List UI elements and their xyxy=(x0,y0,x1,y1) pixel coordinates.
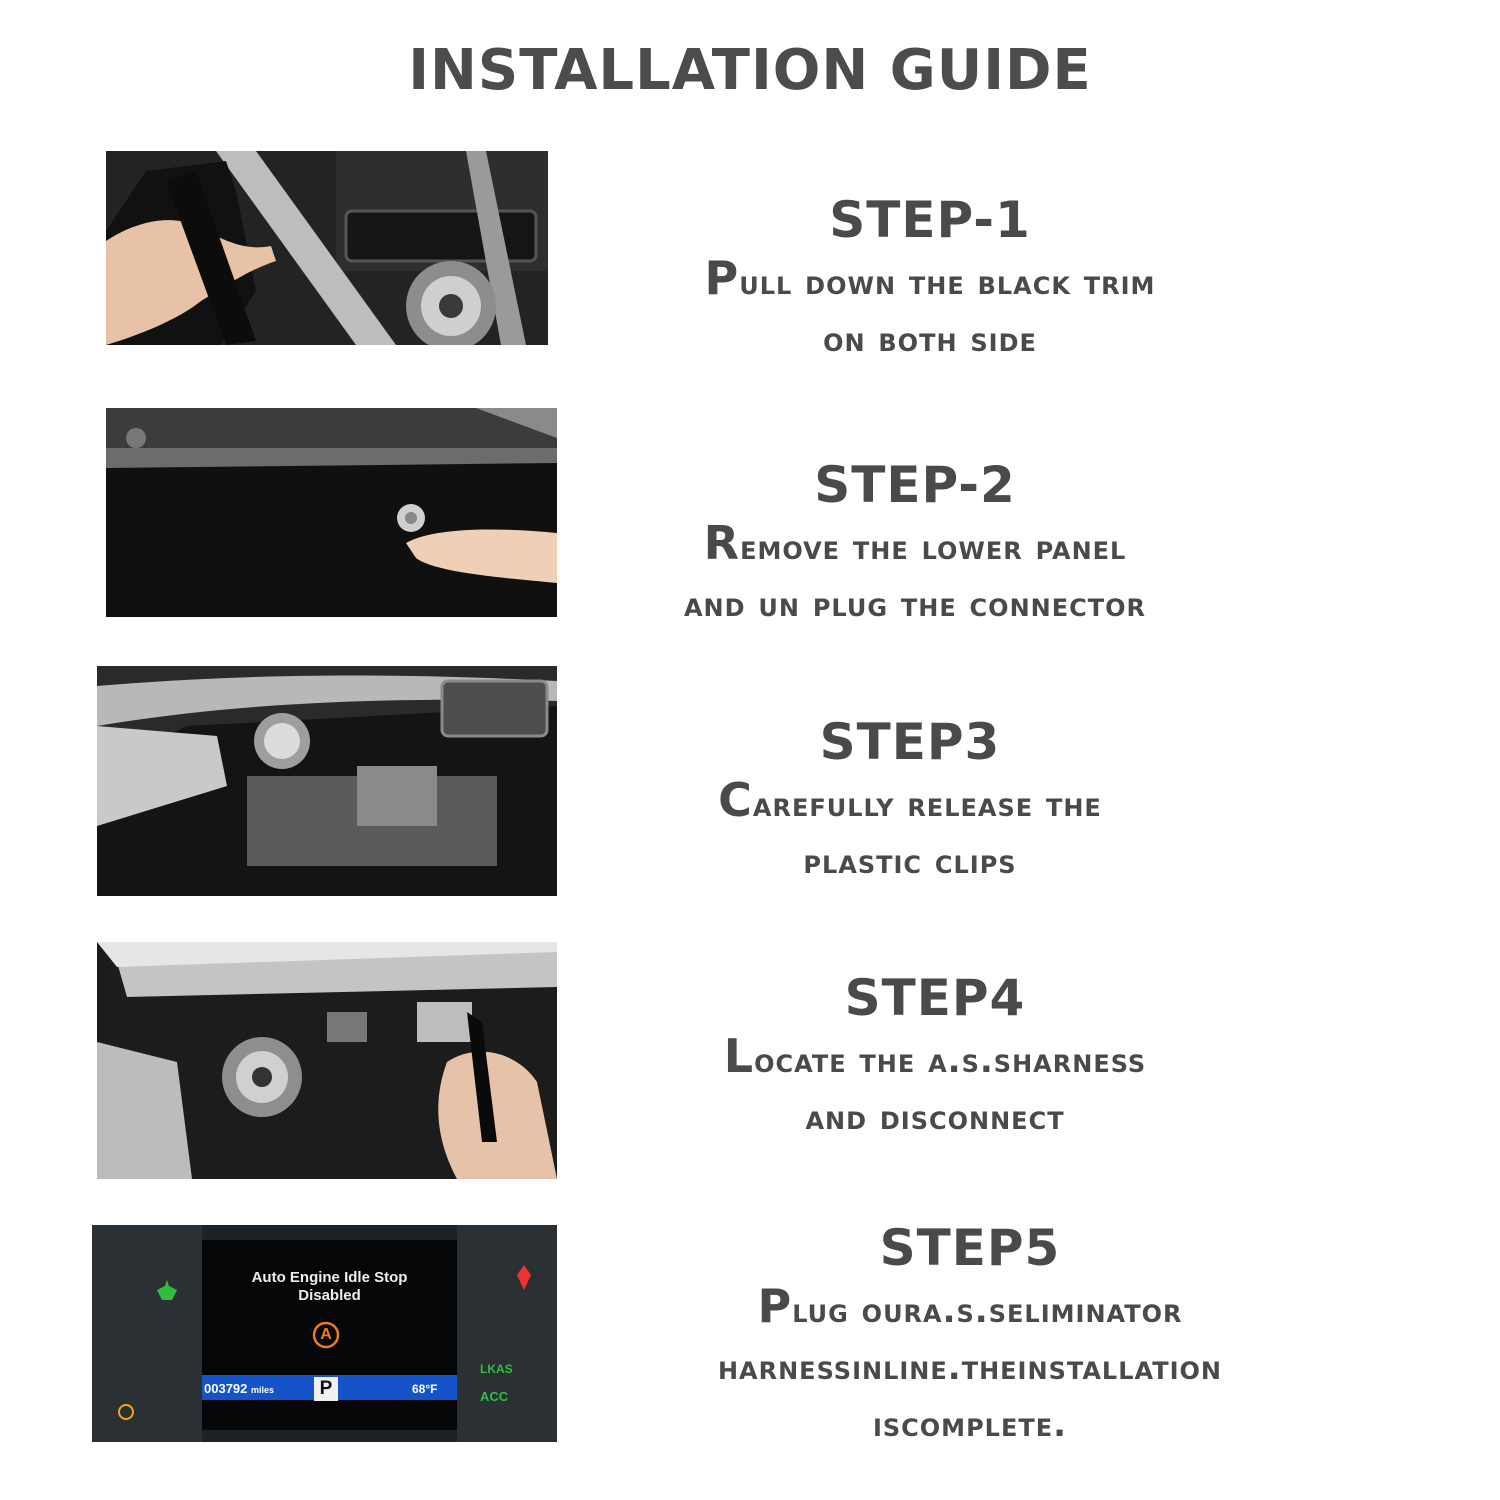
step-4-title: STEP4 xyxy=(844,969,1026,1027)
acc-indicator: ACC xyxy=(480,1389,509,1404)
step-4-photo xyxy=(97,942,557,1179)
step-1-description: Pull down the black trim on both side xyxy=(704,251,1156,360)
lkas-indicator: LKAS xyxy=(480,1362,513,1376)
step-3-photo xyxy=(97,666,557,896)
dashboard-message-line-2: Disabled xyxy=(298,1287,361,1304)
step-1-text xyxy=(620,190,1240,369)
step-5-text xyxy=(600,1218,1340,1454)
step-1-photo xyxy=(106,151,548,345)
outside-temperature: 68°F xyxy=(412,1382,438,1396)
step-2-text xyxy=(600,455,1230,634)
step-2-description: Remove the lower panel and un plug the connector xyxy=(683,516,1147,625)
step-1-title: STEP-1 xyxy=(829,191,1031,249)
step-5-title: STEP5 xyxy=(879,1219,1061,1277)
step-3-description: Carefully release the plastic clips xyxy=(718,773,1102,882)
step-5-dashboard-photo xyxy=(92,1225,557,1442)
odometer xyxy=(204,1381,274,1398)
dashboard-message xyxy=(202,1269,457,1305)
step-3-title: STEP3 xyxy=(819,713,1001,771)
gear-indicator: P xyxy=(319,1378,333,1399)
page-title: INSTALLATION GUIDE xyxy=(408,38,1092,103)
step-2-title: STEP-2 xyxy=(814,456,1016,514)
step-4-text xyxy=(610,968,1260,1147)
step-3-text xyxy=(605,712,1215,891)
odometer-value: 003792 xyxy=(204,1381,248,1396)
step-4-description: Locate the a.s.sharness and disconnect xyxy=(723,1029,1147,1138)
idle-stop-icon: A xyxy=(320,1326,332,1343)
odometer-unit: miles xyxy=(251,1385,275,1395)
step-2-photo xyxy=(106,408,557,617)
dashboard-message-line-1: Auto Engine Idle Stop xyxy=(251,1269,408,1286)
step-5-description: Plug oura.s.seliminator harnessinline.theinstallation iscomplete. xyxy=(717,1279,1223,1445)
